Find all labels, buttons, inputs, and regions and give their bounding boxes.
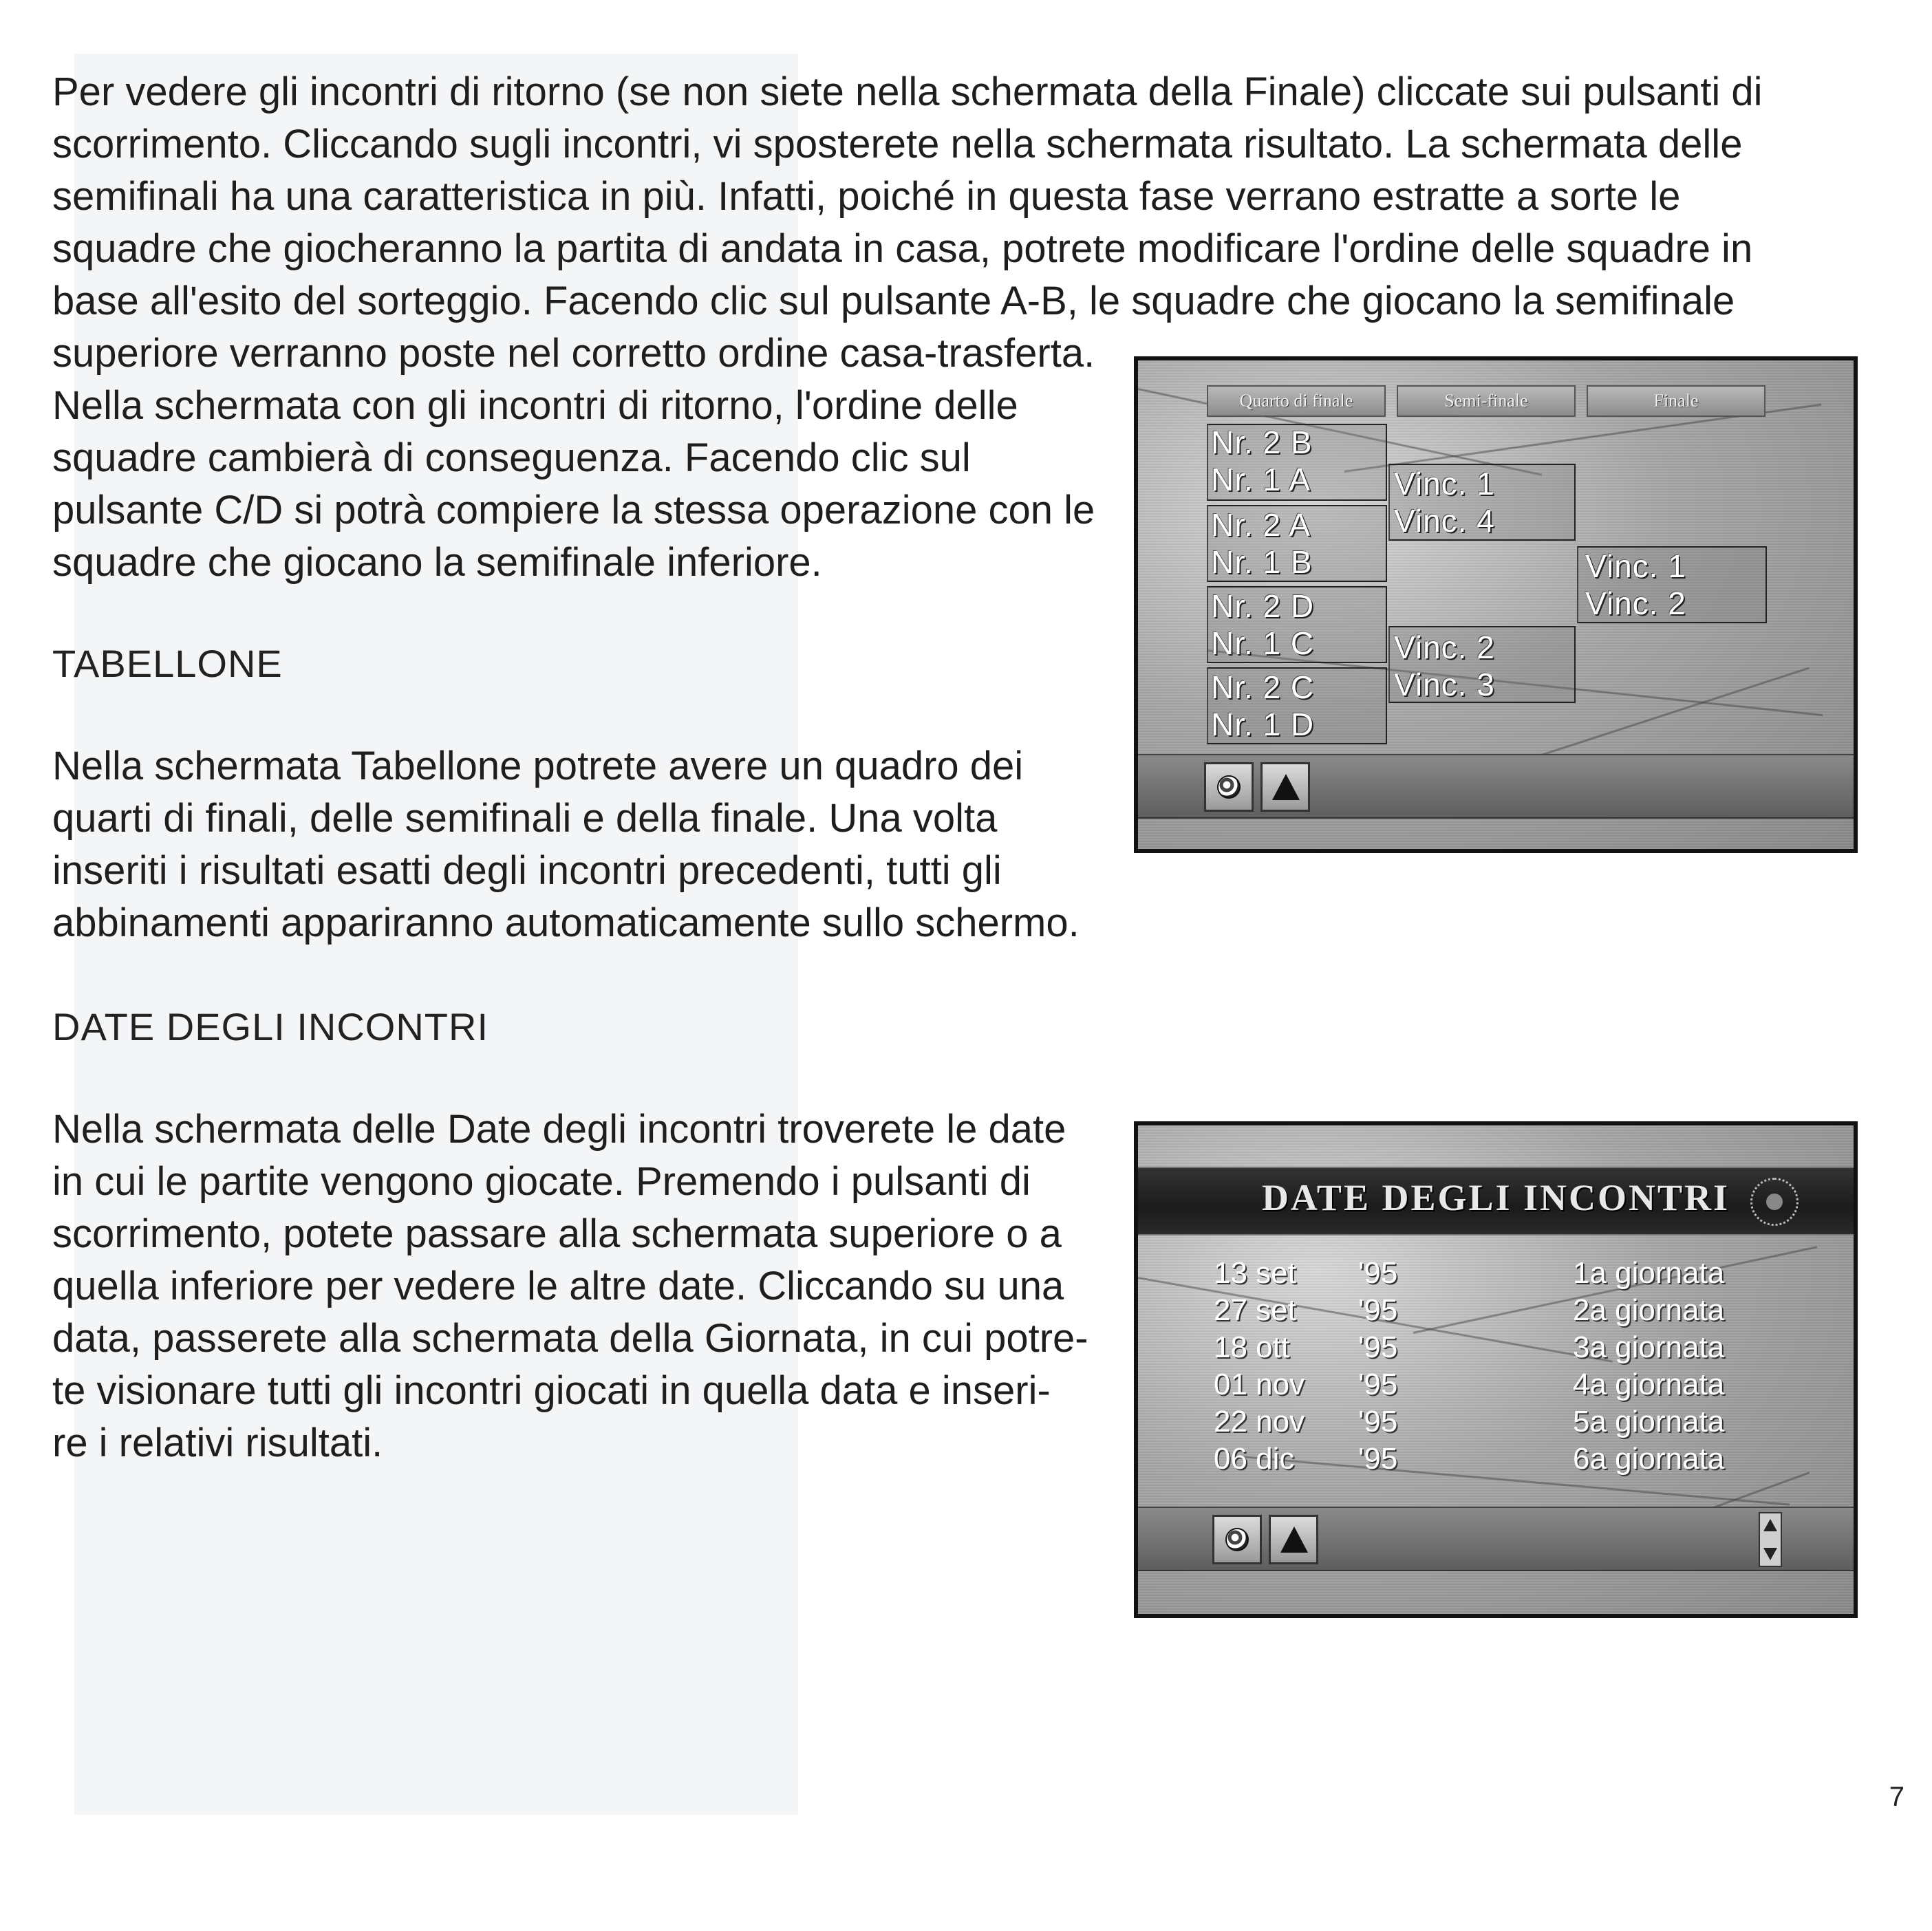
quarter-1-team-a: Nr. 2 B [1211, 424, 1313, 460]
final-team-b: Vinc. 2 [1585, 585, 1686, 621]
date-row-4-round[interactable]: 4a giornata [1573, 1368, 1725, 1401]
quarter-3-team-b: Nr. 1 C [1211, 625, 1315, 661]
scroll-down-icon[interactable] [1763, 1548, 1777, 1560]
intro-continued-text: Nella schermata con gli incontri di ritorno, l'ordine delle squadre cambierà di conseguenza. Facendo clic sul pulsante C/D si potrà compiere la stessa operazione con le squadre che giocano la semifinale inferiore. [52, 383, 1095, 585]
header-semi-finale[interactable]: Semi-finale [1397, 385, 1576, 417]
date-incontri-text: Nella schermata delle Date degli incontri troverete le date in cui le partite vengono giocate. Premendo i pulsanti di scorrimento, potete passare alla schermata superiore o a quella inferiore per vedere le altre date. Cliccando su una data, passerete alla schermata della Giornata, in cui potre- te visionare tutti gli incontri giocati in quella data e inseri- re i relativi risultati. [52, 1107, 1088, 1465]
header-finale[interactable]: Finale [1587, 385, 1765, 417]
starball-logo-icon [1750, 1178, 1799, 1226]
intro-continued-paragraph [52, 380, 1126, 589]
date-row-5-round[interactable]: 5a giornata [1573, 1405, 1725, 1438]
date-row-4-day[interactable]: 01 nov [1214, 1368, 1305, 1401]
quarter-1-team-b: Nr. 1 A [1211, 462, 1311, 497]
date-row-1-day[interactable]: 13 set [1214, 1256, 1296, 1290]
date-row-6-day[interactable]: 06 dic [1214, 1442, 1295, 1476]
ball-icon [1225, 1528, 1249, 1551]
tabellone-paragraph [52, 740, 1126, 949]
page-number: 7 [1889, 1782, 1904, 1812]
quarter-3-team-a: Nr. 2 D [1211, 588, 1315, 624]
date-incontri-heading: DATE DEGLI INCONTRI [52, 1005, 489, 1048]
dates-toolbar [1138, 1507, 1854, 1571]
semi-2-team-a: Vinc. 2 [1394, 629, 1495, 665]
date-row-2-year[interactable]: '95 [1358, 1293, 1398, 1327]
tabellone-screenshot [1134, 356, 1858, 853]
intro-text: Per vedere gli incontri di ritorno (se non siete nella schermata della Finale) cliccate sui pulsanti di scorrimento. Cliccando sugli incontri, vi sposterete nella schermata risultato. La schermata delle semifinali ha una caratteristica in più. Infatti, poiché in questa fase verrano estratte a sorte le squadre che giocheranno la partita di andata in casa, potrete modificare l'ordine delle squadre in base all'esito del sorteggio. Facendo clic sul pulsante A-B, le squadre che giocano la semifinale superiore verranno poste nel corretto ordine casa-trasferta. [52, 69, 1763, 376]
date-row-4-year[interactable]: '95 [1358, 1368, 1398, 1401]
date-incontri-screenshot [1134, 1121, 1858, 1618]
header-quarto-di-finale[interactable]: Quarto di finale [1207, 385, 1386, 417]
quarter-4-team-a: Nr. 2 C [1211, 669, 1315, 705]
quarter-2-team-b: Nr. 1 B [1211, 544, 1313, 580]
semi-1-team-b: Vinc. 4 [1394, 503, 1495, 539]
dates-title: DATE DEGLI INCONTRI [1261, 1177, 1730, 1218]
final-team-a: Vinc. 1 [1585, 548, 1686, 584]
date-row-3-day[interactable]: 18 ott [1214, 1330, 1290, 1364]
up-arrow-icon [1280, 1527, 1308, 1553]
date-row-5-day[interactable]: 22 nov [1214, 1405, 1305, 1438]
dates-title-bar [1138, 1167, 1854, 1236]
date-row-2-round[interactable]: 2a giornata [1573, 1293, 1725, 1327]
date-row-6-year[interactable]: '95 [1358, 1442, 1398, 1476]
tabellone-toolbar [1138, 754, 1854, 819]
semi-2-team-b: Vinc. 3 [1394, 667, 1495, 702]
tabellone-heading: TABELLONE [52, 642, 283, 685]
up-arrow-button[interactable] [1260, 762, 1310, 812]
quarter-4-team-b: Nr. 1 D [1211, 706, 1315, 742]
date-row-1-year[interactable]: '95 [1358, 1256, 1398, 1290]
semi-1-team-a: Vinc. 1 [1394, 466, 1495, 501]
date-row-2-day[interactable]: 27 set [1214, 1293, 1296, 1327]
up-arrow-button[interactable] [1269, 1515, 1318, 1564]
date-row-1-round[interactable]: 1a giornata [1573, 1256, 1725, 1290]
ball-icon [1217, 775, 1241, 799]
ball-button[interactable] [1212, 1515, 1262, 1564]
date-row-3-year[interactable]: '95 [1358, 1330, 1398, 1364]
intro-paragraph [52, 66, 1882, 380]
tabellone-text: Nella schermata Tabellone potrete avere un quadro dei quarti di finali, delle semifinali e della finale. Una volta inseriti i risultati esatti degli incontri precedenti, tutti gli abbinamenti appariranno automaticamente sullo schermo. [52, 744, 1080, 945]
date-incontri-paragraph [52, 1103, 1126, 1469]
quarter-2-team-a: Nr. 2 A [1211, 507, 1311, 543]
up-arrow-icon [1272, 774, 1300, 800]
scroll-arrows-button[interactable] [1759, 1512, 1782, 1567]
date-row-3-round[interactable]: 3a giornata [1573, 1330, 1725, 1364]
ball-button[interactable] [1204, 762, 1254, 812]
date-row-5-year[interactable]: '95 [1358, 1405, 1398, 1438]
date-row-6-round[interactable]: 6a giornata [1573, 1442, 1725, 1476]
scroll-up-icon[interactable] [1763, 1519, 1777, 1531]
